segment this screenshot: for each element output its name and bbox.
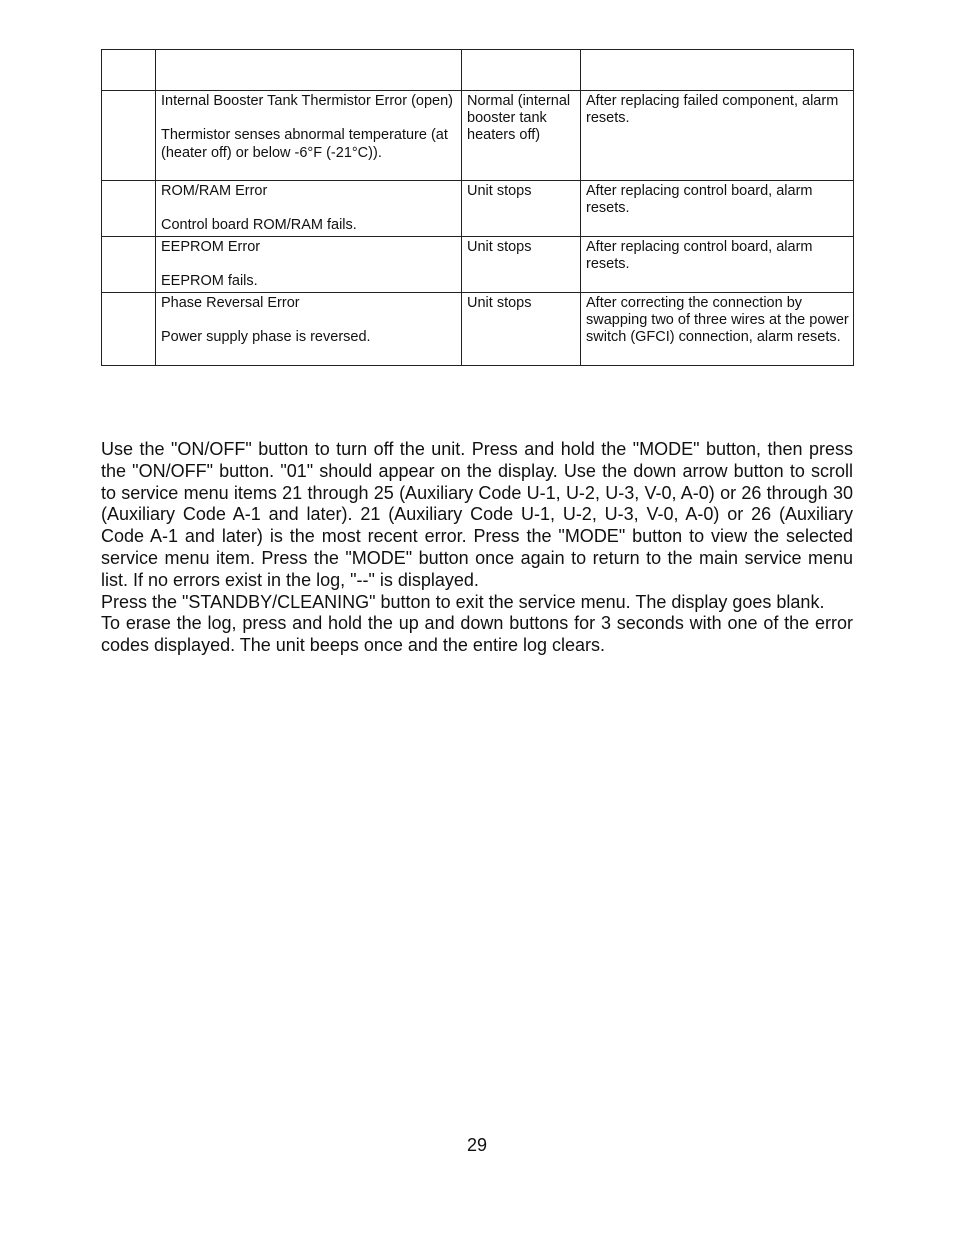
header-cell-result — [462, 50, 581, 91]
table-row — [102, 181, 854, 237]
table-row — [102, 237, 854, 293]
reset-cell: After replacing control board, alarm resets. — [581, 181, 854, 237]
header-cell-reset — [581, 50, 854, 91]
error-code-table — [101, 49, 854, 366]
problem-title: Phase Reversal Error — [161, 295, 300, 311]
table-row — [102, 91, 854, 181]
reset-cell: After correcting the connection by swapping two of three wires at the power switch (GFCI) connection, alarm resets. — [581, 293, 854, 366]
problem-cell — [156, 293, 462, 366]
instructions-text — [101, 439, 853, 657]
problem-detail: Thermistor senses abnormal temperature (at (heater off) or below -6°F (-21°C)). — [161, 127, 448, 161]
cell-spacer — [161, 312, 457, 329]
problem-detail: Control board ROM/RAM fails. — [161, 217, 357, 234]
code-cell — [102, 91, 156, 181]
paragraph-erase-log: To erase the log, press and hold the up and down buttons for 3 seconds with one of the error codes displayed. The unit beeps once and the entire log clears. — [101, 613, 853, 656]
reset-cell: After replacing control board, alarm resets. — [581, 237, 854, 293]
result-cell: Normal (internal booster tank heaters off) — [462, 91, 581, 181]
problem-title: ROM/RAM Error — [161, 183, 268, 199]
result-cell: Unit stops — [462, 237, 581, 293]
table-row — [102, 293, 854, 366]
header-cell-code — [102, 50, 156, 91]
table-header-row — [102, 50, 854, 91]
problem-cell — [156, 237, 462, 293]
problem-detail: Power supply phase is reversed. — [161, 329, 371, 346]
code-cell — [102, 237, 156, 293]
problem-detail: EEPROM fails. — [161, 273, 258, 290]
page-number: 29 — [466, 1135, 488, 1155]
cell-spacer — [161, 256, 457, 273]
code-cell — [102, 293, 156, 366]
header-cell-problem — [156, 50, 462, 91]
problem-title: Internal Booster Tank Thermistor Error (open) — [161, 93, 454, 109]
cell-spacer — [161, 200, 457, 217]
cell-spacer — [161, 110, 457, 127]
reset-cell: After replacing failed component, alarm resets. — [581, 91, 854, 181]
paragraph-view-log: Use the "ON/OFF" button to turn off the unit. Press and hold the "MODE" button, then press the "ON/OFF" button. "01" should appear on the display. Use the down arrow button to scroll to service menu items 21 through 25 (Auxiliary Code U-1, U-2, U-3, V-0, A-0) or 26 through 30 (Auxiliary Code A-1 and later). 21 (Auxiliary Code U-1, U-2, U-3, V-0, A-0) or 26 (Auxiliary Code A-1 and later) is the most recent error. Press the "MODE" button to view the selected service menu item. Press the "MODE" button once again to return to the main service menu list. If no errors exist in the log, "--" is displayed. — [101, 439, 853, 590]
result-cell: Unit stops — [462, 293, 581, 366]
problem-cell — [156, 91, 462, 181]
paragraph-exit-menu: Press the "STANDBY/CLEANING" button to exit the service menu. The display goes blank. — [101, 591, 825, 612]
code-cell — [102, 181, 156, 237]
result-cell: Unit stops — [462, 181, 581, 237]
problem-title: EEPROM Error — [161, 239, 261, 255]
problem-cell — [156, 181, 462, 237]
